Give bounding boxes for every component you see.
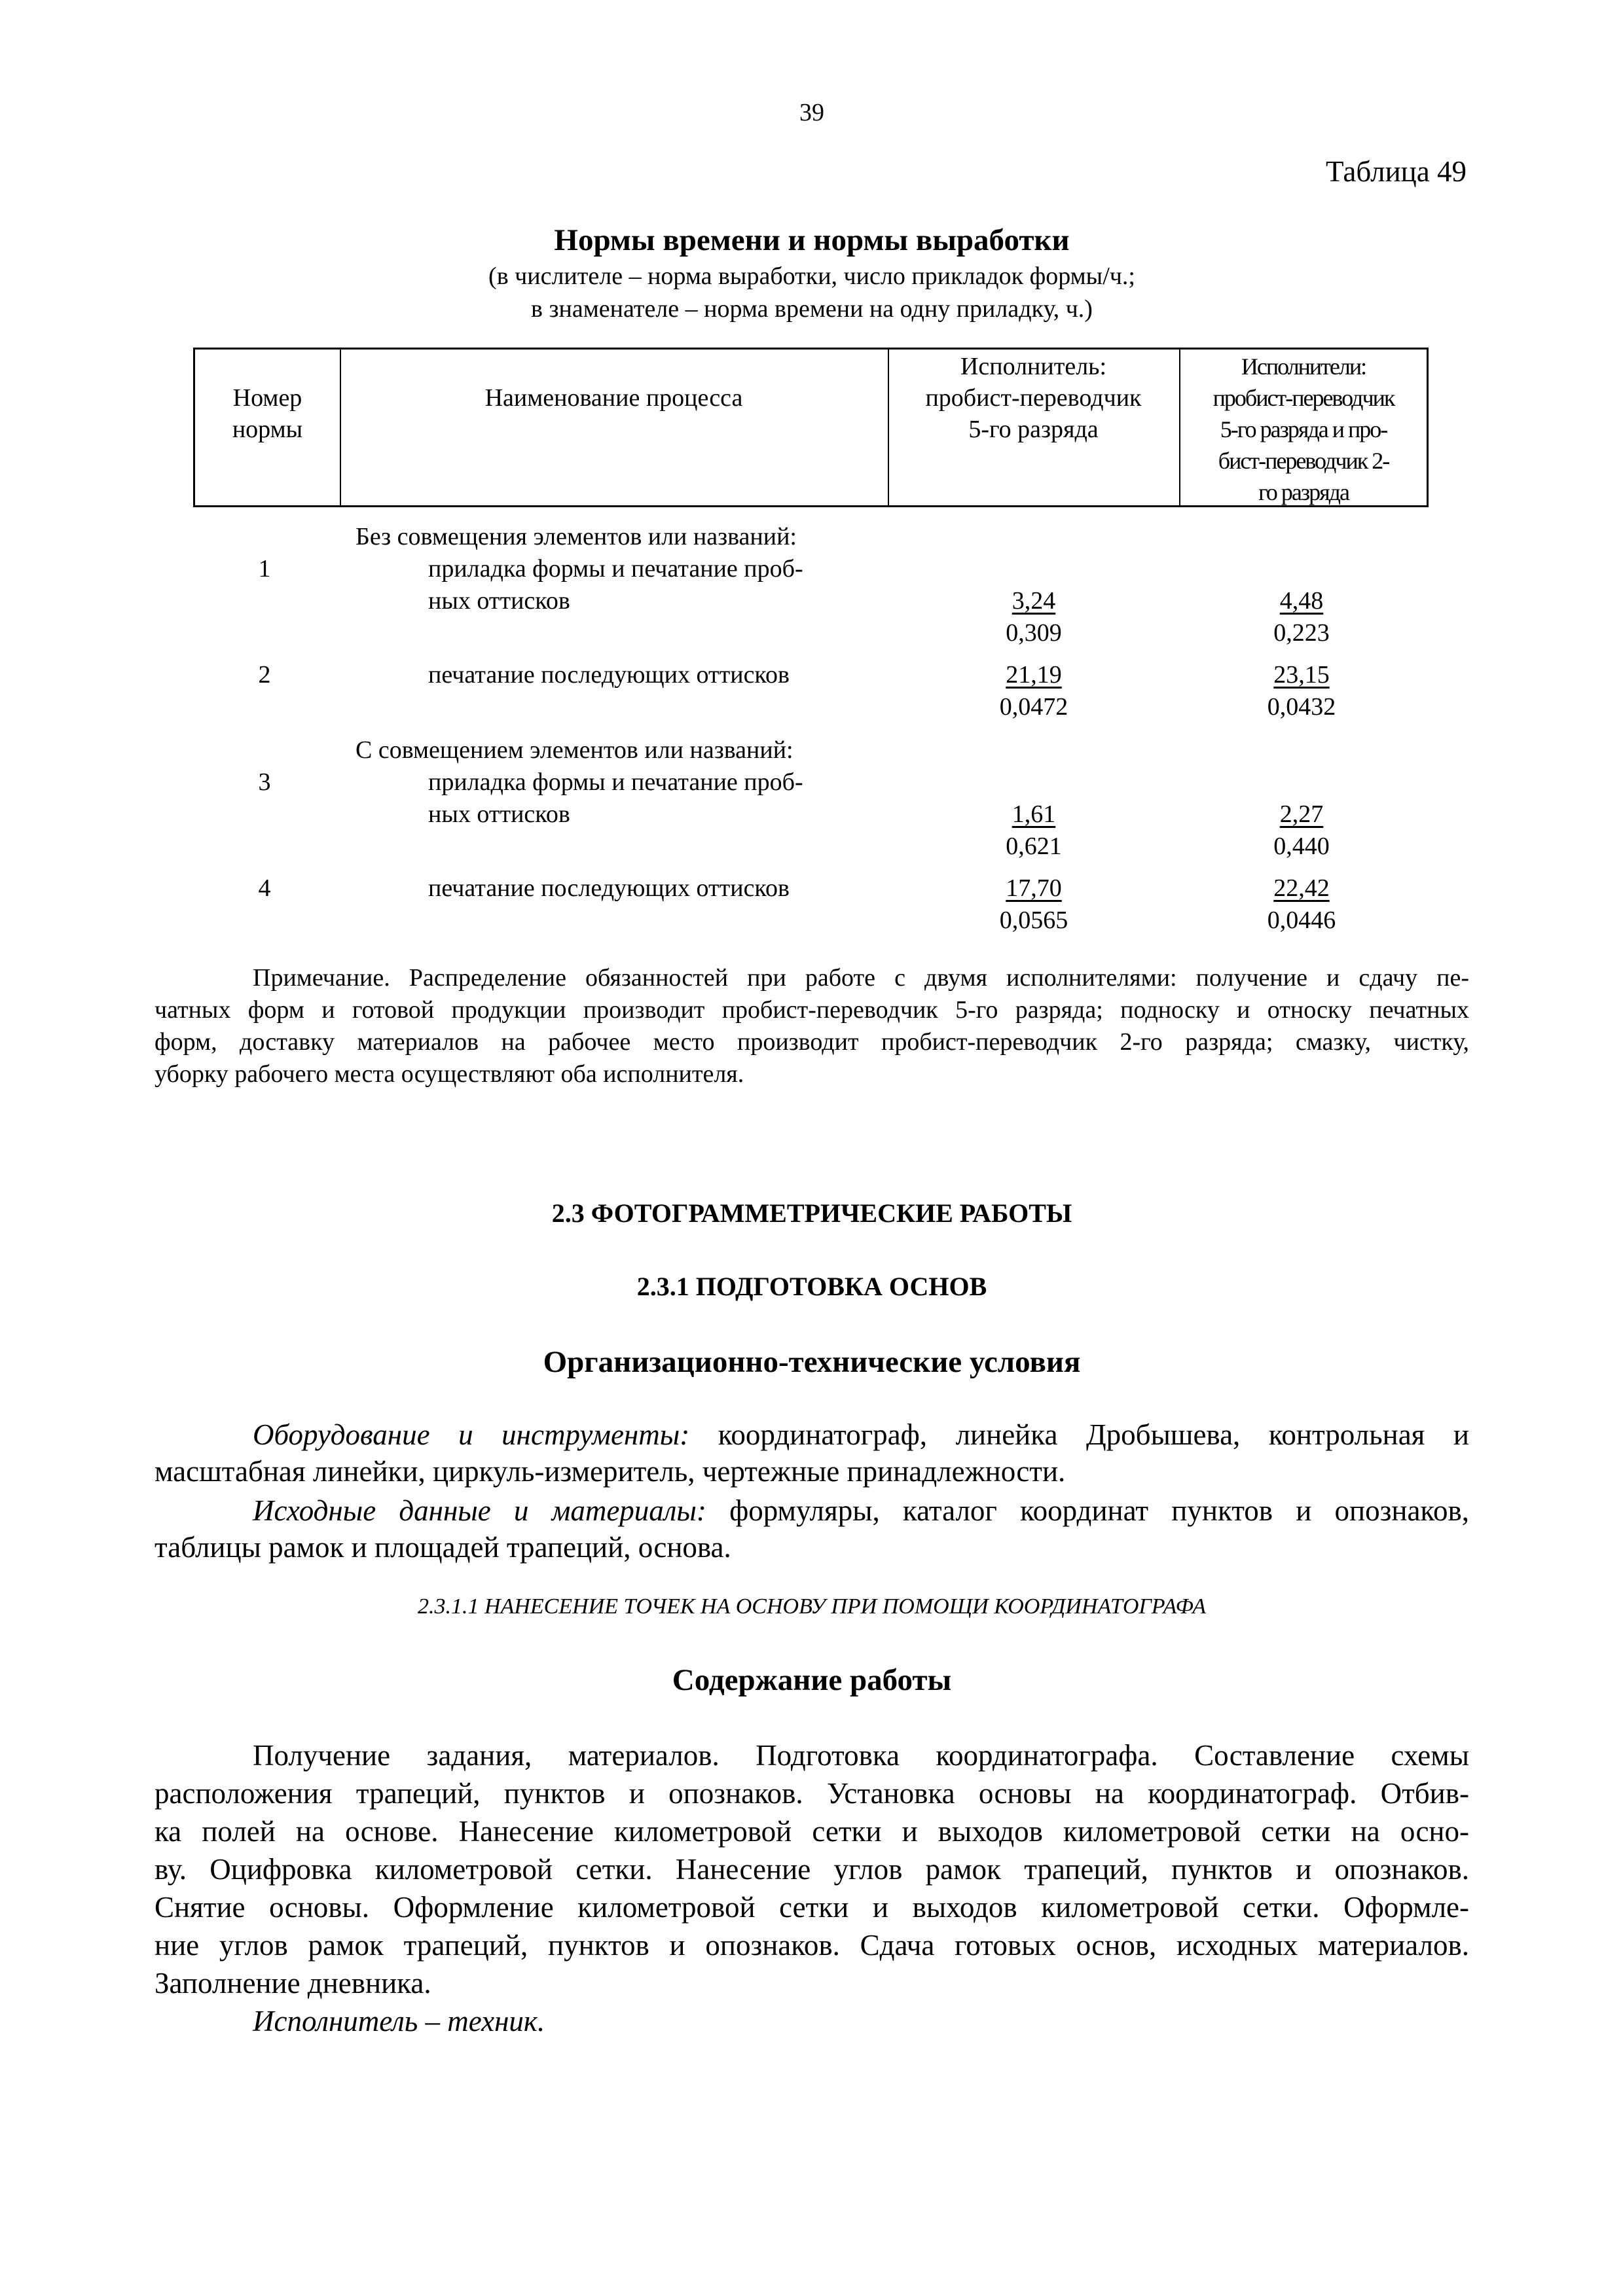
table-subtitle-2: в знаменателе – норма времени на одну приладку, ч.) (531, 295, 1093, 323)
header-number (195, 382, 340, 445)
note-line: чатных форм и готовой продукции производит пробист-переводчик 5-го разряда; подноску и относку печатных (155, 996, 1469, 1024)
header-text: 5-го разряда и про- (1220, 416, 1387, 442)
page-number: 39 (799, 99, 824, 126)
header-performer-1 (888, 351, 1179, 445)
content-line: ние углов рамок трапеций, пунктов и опознаков. Сдача готовых основ, исходных материалов. (155, 1929, 1469, 1962)
content-line: ка полей на основе. Нанесение километровой сетки и выходов километровой сетки на осно- (155, 1815, 1469, 1848)
materials-line-2: таблицы рамок и площадей трапеций, основа. (155, 1531, 731, 1564)
equipment-label: Оборудование и инструменты: (253, 1418, 690, 1451)
process-name: ных оттисков (428, 587, 570, 615)
header-text: Исполнитель: (960, 353, 1107, 380)
content-line: Получение задания, материалов. Подготовка координатографа. Составление схемы (253, 1739, 1469, 1772)
time-norm: 0,309 (1006, 619, 1062, 647)
content-title: Содержание работы (672, 1663, 952, 1697)
time-norm: 0,440 (1273, 833, 1330, 860)
content-line: Заполнение дневника. (155, 1967, 431, 2000)
time-norm: 0,223 (1273, 619, 1330, 647)
norm-number: 3 (258, 768, 271, 796)
process-name: печатание последующих оттисков (428, 661, 790, 689)
equipment-text: координатограф, линейка Дробышева, контрольная и (689, 1418, 1470, 1451)
note-line: уборку рабочего места осуществляют оба исполнителя. (155, 1060, 744, 1088)
header-process (340, 382, 888, 414)
header-performer-2 (1179, 351, 1428, 508)
note-line: Примечание. Распределение обязанностей при работе с двумя исполнителями: получение и сдачу пе- (253, 964, 1469, 992)
output-norm: 23,15 (1273, 661, 1330, 689)
output-norm: 22,42 (1273, 874, 1330, 902)
header-text: Исполнители: (1241, 353, 1366, 380)
process-name: ных оттисков (428, 800, 570, 828)
header-text: пробист-переводчик (925, 384, 1142, 412)
group-heading: С совмещением элементов или названий: (356, 736, 793, 764)
materials-line-1 (253, 1494, 1469, 1528)
section-title: 2.3 ФОТОГРАММЕТРИЧЕСКИЕ РАБОТЫ (551, 1198, 1072, 1228)
conditions-title: Организационно-технические условия (543, 1345, 1081, 1379)
content-line: Снятие основы. Оформление километровой сетки и выходов километровой сетки. Оформле- (155, 1891, 1469, 1924)
materials-label: Исходные данные и материалы: (253, 1494, 706, 1527)
output-norm: 3,24 (1012, 587, 1056, 615)
norm-number: 2 (258, 661, 271, 689)
equipment-line-2: масштабная линейки, циркуль-измеритель, чертежные принадлежности. (155, 1455, 1066, 1488)
output-norm: 2,27 (1279, 800, 1324, 828)
header-text: пробист-переводчик (1213, 385, 1395, 411)
note-line: форм, доставку материалов на рабочее место производит пробист-переводчик 2-го разряда; смазку, чистку, (155, 1028, 1469, 1056)
norm-number: 4 (258, 874, 271, 902)
time-norm: 0,621 (1006, 833, 1062, 860)
output-norm: 4,48 (1279, 587, 1324, 615)
header-text: нормы (232, 416, 303, 443)
equipment-line-1 (253, 1418, 1469, 1452)
table-label: Таблица 49 (1326, 155, 1467, 188)
norm-number: 1 (258, 555, 271, 583)
time-norm: 0,0472 (999, 693, 1068, 721)
subsection-title: 2.3.1 ПОДГОТОВКА ОСНОВ (636, 1272, 987, 1301)
table-subtitle-1: (в числителе – норма выработки, число прикладок формы/ч.; (488, 262, 1135, 290)
content-line: расположения трапеций, пунктов и опознаков. Установка основы на координатограф. Отбив- (155, 1777, 1469, 1810)
column-divider (340, 350, 341, 505)
time-norm: 0,0432 (1267, 693, 1336, 721)
time-norm: 0,0565 (999, 906, 1068, 934)
header-text: бист-переводчик 2- (1218, 448, 1389, 474)
header-text: го разряда (1258, 479, 1349, 505)
process-name: печатание последующих оттисков (428, 874, 790, 902)
header-text: Наименование процесса (484, 384, 743, 412)
output-norm: 17,70 (1006, 874, 1062, 902)
process-name: приладка формы и печатание проб- (428, 768, 803, 796)
output-norm: 1,61 (1012, 800, 1056, 828)
content-line: ву. Оцифровка километровой сетки. Нанесение углов рамок трапеций, пунктов и опознаков. (155, 1853, 1469, 1886)
header-text: Номер (232, 384, 302, 412)
time-norm: 0,0446 (1267, 906, 1336, 934)
group-heading: Без совмещения элементов или названий: (356, 523, 797, 550)
output-norm: 21,19 (1006, 661, 1062, 689)
table-title: Нормы времени и нормы выработки (554, 223, 1070, 257)
process-name: приладка формы и печатание проб- (428, 555, 803, 583)
operation-title: 2.3.1.1 НАНЕСЕНИЕ ТОЧЕК НА ОСНОВУ ПРИ ПОМОЩИ КООРДИНАТОГРАФА (418, 1594, 1206, 1619)
materials-text: формуляры, каталог координат пунктов и опознаков, (706, 1494, 1469, 1527)
table-header (193, 348, 1429, 507)
performer: Исполнитель – техник. (253, 2005, 545, 2037)
header-text: 5-го разряда (968, 416, 1099, 443)
